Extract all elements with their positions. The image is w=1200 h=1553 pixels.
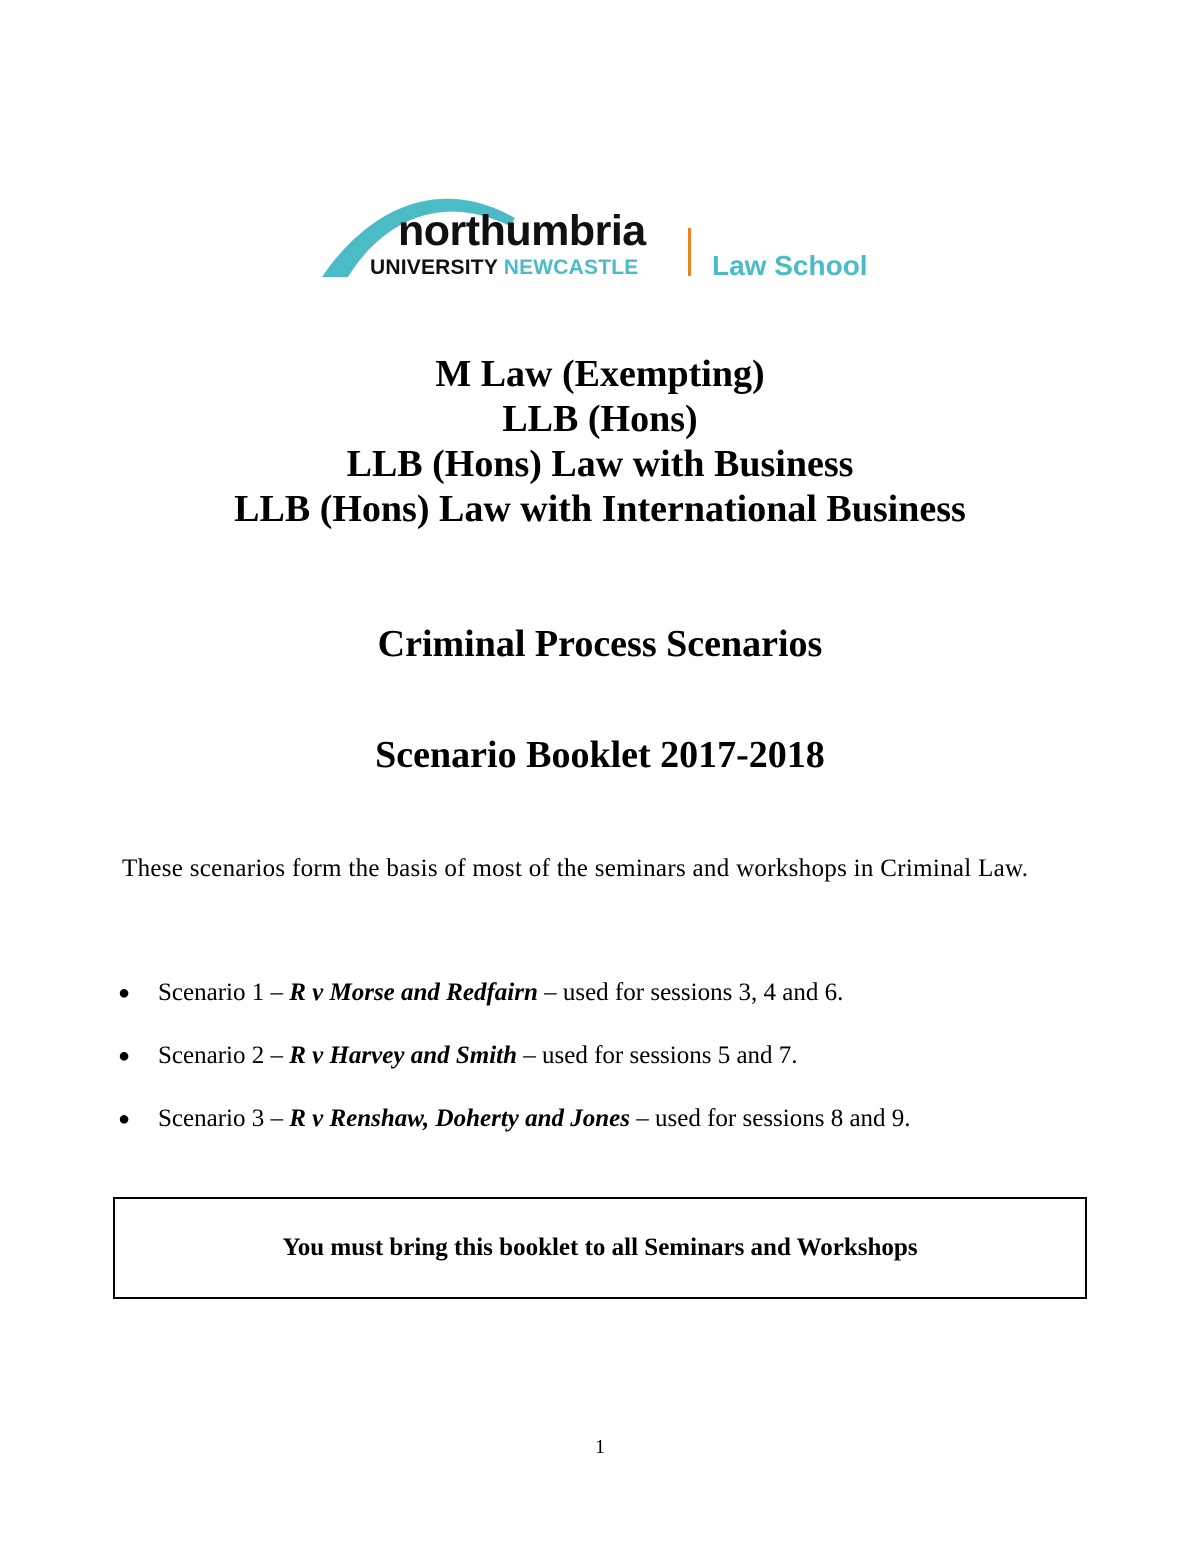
notice-text: You must bring this booklet to all Seminars and Workshops — [282, 1234, 918, 1261]
bullet-icon: ● — [118, 1108, 131, 1130]
scenario-suffix: – used for sessions 3, 4 and 6. — [537, 979, 844, 1006]
list-item — [118, 977, 1078, 1040]
document-subtitle: Scenario Booklet 2017-2018 — [375, 734, 825, 776]
programme-title: LLB (Hons) Law with Business — [346, 443, 854, 485]
scenario-list — [118, 977, 1078, 1166]
intro-paragraph: These scenarios form the basis of most of the seminars and workshops in Criminal Law. — [122, 855, 1029, 882]
scenario-prefix: Scenario 1 – — [158, 979, 290, 1006]
programme-title: LLB (Hons) — [502, 398, 698, 440]
scenario-suffix: – used for sessions 5 and 7. — [517, 1042, 798, 1069]
scenario-case: R v Morse and Redfairn — [289, 979, 538, 1006]
scenario-suffix: – used for sessions 8 and 9. — [630, 1105, 911, 1132]
logo-university-line — [370, 257, 639, 278]
bullet-icon: ● — [118, 1045, 131, 1067]
notice-box — [113, 1197, 1087, 1299]
logo-university: UNIVERSITY — [370, 256, 498, 279]
page-number: 1 — [595, 1436, 605, 1458]
scenario-case: R v Harvey and Smith — [289, 1042, 518, 1069]
scenario-text — [158, 977, 843, 1009]
scenario-prefix: Scenario 2 – — [158, 1042, 290, 1069]
logo-wordmark: northumbria — [398, 207, 646, 255]
logo-city: NEWCASTLE — [503, 256, 639, 279]
scenario-case: R v Renshaw, Doherty and Jones — [289, 1105, 631, 1132]
list-item — [118, 1103, 1078, 1166]
logo-separator — [688, 228, 691, 276]
programme-title: LLB (Hons) Law with International Business — [234, 488, 966, 530]
scenario-text — [158, 1040, 798, 1072]
logo-school: Law School — [712, 250, 868, 281]
scenario-prefix: Scenario 3 – — [158, 1105, 290, 1132]
scenario-text — [158, 1103, 911, 1135]
programme-list — [0, 352, 1200, 532]
document-title: Criminal Process Scenarios — [377, 623, 823, 665]
northumbria-logo — [320, 180, 890, 290]
list-item — [118, 1040, 1078, 1103]
programme-title: M Law (Exempting) — [435, 353, 765, 395]
bullet-icon: ● — [118, 982, 131, 1004]
